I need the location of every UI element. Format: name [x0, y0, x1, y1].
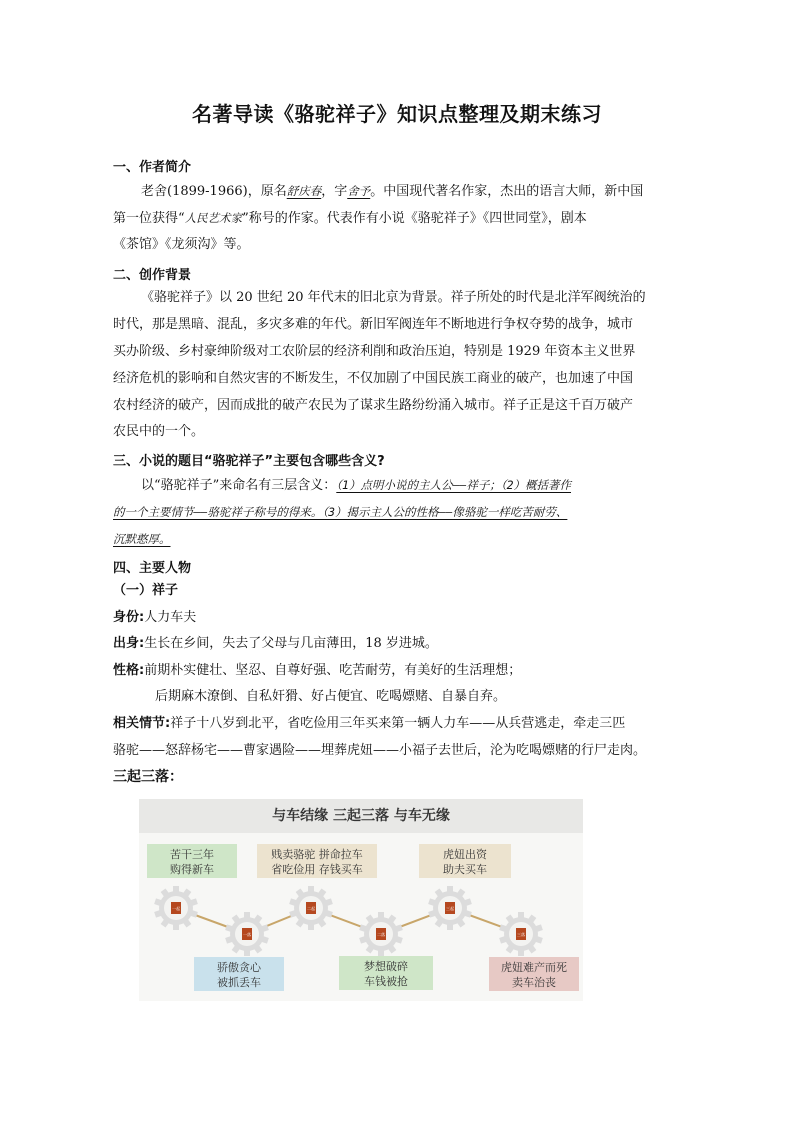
gear-label: 三起 [446, 906, 454, 911]
background-line: 经济危机的影响和自然灾害的不断发生，不仅加剧了中国民族工商业的破产，也加速了中国 [113, 371, 634, 386]
gear-label: 二落 [377, 932, 385, 937]
origin-line: 出身:生长在乡间，失去了父母与几亩薄田，18 岁进城。 [113, 636, 438, 651]
identity-line: 身份:人力车夫 [113, 610, 197, 625]
character-subheading: （一）祥子 [113, 583, 179, 598]
gear-6 [499, 912, 543, 956]
milestone-box-1: 苦干三年 购得新车 [147, 844, 237, 878]
background-line: 买办阶级、乡村豪绅阶级对工农阶层的经济利削和政治压迫，特别是 1929 年资本主义世界 [113, 344, 636, 359]
gear-5 [428, 886, 472, 930]
diagram-header: 与车结缘 三起三落 与车无缘 [139, 799, 583, 833]
gear-2 [225, 912, 269, 956]
meaning-line-2: 的一个主要情节——骆驼祥子称号的得来。（3）揭示主人公的性格——像骆驼一样吃苦耐劳、 [113, 505, 568, 519]
milestone-box-3: 虎妞出资 助夫买车 [419, 844, 511, 878]
gear-3 [289, 886, 333, 930]
gear-label: 一落 [243, 932, 251, 937]
rise-fall-diagram [139, 799, 583, 1001]
trait-line-2: 后期麻木潦倒、自私奸猾、好占便宜、吃喝嫖赌、自暴自弃。 [155, 689, 507, 704]
honorary-title: 人民艺术家 [184, 211, 243, 225]
author-line-1: 老舍(1899-1966)，原名舒庆春，字舍予。中国现代著名作家，杰出的语言大师，新中国 [141, 184, 644, 199]
setback-box-1: 骄傲贪心 被抓丢车 [194, 957, 284, 991]
courtesy-name: 舍予 [347, 184, 371, 198]
background-line: 时代，那是黑暗、混乱，多灾多难的年代。新旧军阀连年不断地进行争权夺势的战争，城市 [113, 317, 634, 332]
page-title: 名著导读《骆驼祥子》知识点整理及期末练习 [192, 102, 602, 126]
original-name: 舒庆春 [286, 184, 322, 198]
setback-box-3: 虎妞难产而死 卖车治丧 [489, 957, 579, 991]
trait-line: 性格:前期朴实健壮、坚忍、自尊好强、吃苦耐劳，有美好的生活理想； [113, 663, 522, 678]
rise-fall-heading: 三起三落： [113, 769, 183, 785]
author-line-2: 第一位获得“人民艺术家”称号的作家。代表作有小说《骆驼祥子》《四世同堂》，剧本 [113, 211, 587, 226]
gear-label: 三落 [517, 932, 525, 937]
meaning-line-3: 沉默憨厚。 [113, 532, 171, 546]
background-line: 《骆驼祥子》以 20 世纪 20 年代末的旧北京为背景。祥子所处的时代是北洋军阀统治的 [141, 290, 646, 305]
gear-label: 二起 [307, 906, 315, 911]
plot-line-2: 骆驼——怒辞杨宅——曹家遇险——埋葬虎妞——小福子去世后，沦为吃喝嫖赌的行尸走肉。 [113, 743, 647, 758]
background-line: 农民中的一个。 [113, 424, 205, 439]
section-heading-title-meaning: 三、小说的题目“骆驼祥子”主要包含哪些含义? [113, 454, 385, 469]
milestone-box-2: 贱卖骆驼 拼命拉车 省吃俭用 存钱买车 [257, 844, 377, 878]
section-heading-background: 二、创作背景 [113, 268, 192, 283]
author-line-3: 《茶馆》《龙须沟》等。 [113, 237, 250, 252]
gear-4 [359, 912, 403, 956]
background-line: 农村经济的破产，因而成批的破产农民为了谋求生路纷纷涌入城市。祥子正是这千百万破产 [113, 398, 634, 413]
gear-1 [154, 886, 198, 930]
setback-box-2: 梦想破碎 车钱被抢 [339, 956, 433, 990]
plot-line: 相关情节:祥子十八岁到北平，省吃俭用三年买来第一辆人力车——从兵营逃走，牵走三匹 [113, 716, 626, 731]
section-heading-author: 一、作者简介 [113, 160, 192, 175]
gear-label: 一起 [172, 906, 180, 911]
meaning-line-1: 以“骆驼祥子”来命名有三层含义：（1）点明小说的主人公——祥子；（2）概括著作 [141, 478, 571, 493]
section-heading-characters: 四、主要人物 [113, 561, 192, 576]
